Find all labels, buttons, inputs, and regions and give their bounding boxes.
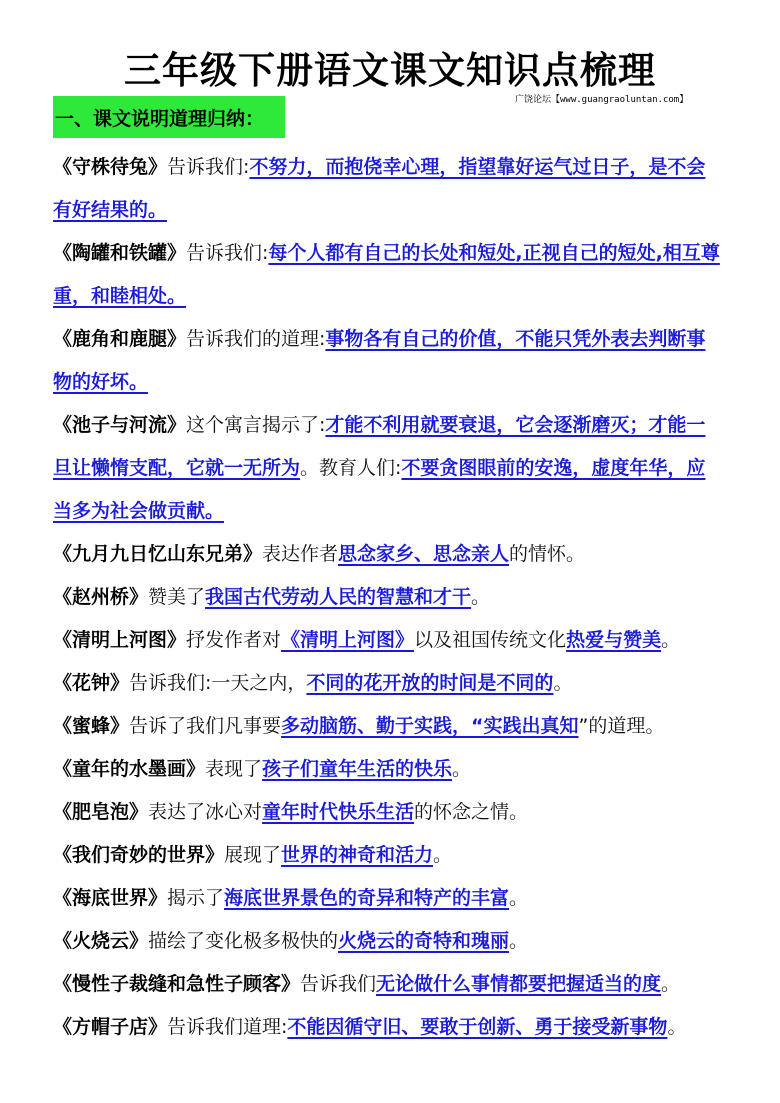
lesson-title: 《九月九日忆山东兄弟》 [53,543,263,565]
entry-text: 。 [509,887,529,909]
lesson-title: 《我们奇妙的世界》 [53,844,225,866]
entry-text: 表现了 [205,758,263,780]
list-item [53,232,723,318]
lesson-title: 《火烧云》 [53,930,149,952]
entry-text: 告诉我们 [300,973,377,995]
entry-text: 赞美了 [148,586,206,608]
list-item [53,877,723,920]
entry-text: 表达作者 [262,543,339,565]
list-item [53,533,723,576]
list-item [53,791,723,834]
entry-text: 揭示了 [167,887,225,909]
list-item [53,1006,723,1049]
list-item [53,619,723,662]
lesson-title: 《童年的水墨画》 [53,758,206,780]
entry-text: 。 [667,1016,687,1038]
entry-text: ”的道理。 [578,715,665,737]
lesson-moral: 火烧云的奇特和瑰丽 [338,930,510,952]
lesson-title: 《方帽子店》 [53,1016,168,1038]
lesson-moral: 我国古代劳动人民的智慧和才干 [205,586,472,608]
lesson-moral: 每个人都有自己的长处和短处,正视自己的短处,相互尊重，和睦相处。 [53,242,720,307]
lesson-title: 《池子与河流》 [53,414,187,436]
list-item [53,404,723,533]
entry-text: 。 [452,758,472,780]
entry-text: 告诉我们: [186,242,269,264]
list-item [53,662,723,705]
entry-text: 。 [471,586,491,608]
lesson-moral: 思念家乡、思念亲人 [338,543,510,565]
lesson-title: 《花钟》 [53,672,130,694]
lesson-moral: 无论做什么事情都要把握适当的度 [376,973,662,995]
entry-text: 描绘了变化极多极快的 [148,930,339,952]
lesson-title: 《守株待兔》 [53,156,168,178]
entry-text: 。 [553,672,573,694]
lesson-title: 《清明上河图》 [53,629,187,651]
entry-text: 告诉我们: [167,156,250,178]
list-item [53,318,723,404]
lesson-moral: 多动脑筋、勤于实践，“实践出真知 [281,715,579,737]
list-item [53,576,723,619]
lesson-moral: 不要贪图眼前的安逸，虚度年华，应当多为社会做贡献。 [53,457,706,522]
entry-text: 展现了 [224,844,282,866]
lesson-moral: 不努力，而抱侥幸心理，指望靠好运气过日子，是不会有好结果的。 [53,156,706,221]
lesson-moral: 才能不利用就要衰退，它会逐渐磨灭；才能一旦让懒惰支配，它就一无所为 [53,414,706,479]
list-item [53,705,723,748]
entry-text: 这个寓言揭示了: [186,414,326,436]
entry-list [53,146,723,1049]
entry-text: 的怀念之情。 [414,801,529,823]
source-watermark: 广饶论坛【www.guangraoluntan.com】 [515,95,689,105]
list-item [53,834,723,877]
entry-text: 告诉我们道理: [167,1016,288,1038]
list-item [53,920,723,963]
entry-text: 。 [433,844,453,866]
entry-text: 。 [661,629,681,651]
section-heading [53,96,285,138]
lesson-title: 《赵州桥》 [53,586,149,608]
lesson-moral: 《清明上河图》 [281,629,415,651]
lesson-title: 《鹿角和鹿腿》 [53,328,187,350]
lesson-moral: 海底世界景色的奇异和特产的丰富 [224,887,510,909]
entry-text: 的情怀。 [509,543,586,565]
lesson-title: 《肥皂泡》 [53,801,149,823]
list-item [53,146,723,232]
entry-text: 。 [661,973,681,995]
entry-text: 告诉我们的道理: [186,328,326,350]
lesson-title: 《陶罐和铁罐》 [53,242,187,264]
entry-text: 。教育人们: [300,457,402,479]
section-heading-label: 一、课文说明道理归纳： [55,107,265,130]
list-item [53,748,723,791]
entry-text: 抒发作者对 [186,629,282,651]
lesson-moral: 不同的花开放的时间是不同的 [306,672,554,694]
lesson-moral: 热爱与赞美 [566,629,662,651]
lesson-moral: 童年时代快乐生活 [262,801,415,823]
lesson-moral: 孩子们童年生活的快乐 [262,758,453,780]
lesson-title: 《海底世界》 [53,887,168,909]
lesson-moral: 世界的神奇和活力 [281,844,434,866]
lesson-moral: 事物各有自己的价值，不能只凭外表去判断事物的好坏。 [53,328,706,393]
lesson-moral: 不能因循守旧、要敢于创新、勇于接受新事物 [287,1016,668,1038]
lesson-title: 《蜜蜂》 [53,715,130,737]
list-item [53,963,723,1006]
entry-text: 以及祖国传统文化 [414,629,567,651]
page-title: 三年级下册语文课文知识点梳理 [124,49,656,92]
entry-text: 。 [509,930,529,952]
entry-text: 表达了冰心对 [148,801,263,823]
entry-text: 告诉我们:一天之内， [129,672,307,694]
lesson-title: 《慢性子裁缝和急性子顾客》 [53,973,301,995]
entry-text: 告诉了我们凡事要 [129,715,282,737]
